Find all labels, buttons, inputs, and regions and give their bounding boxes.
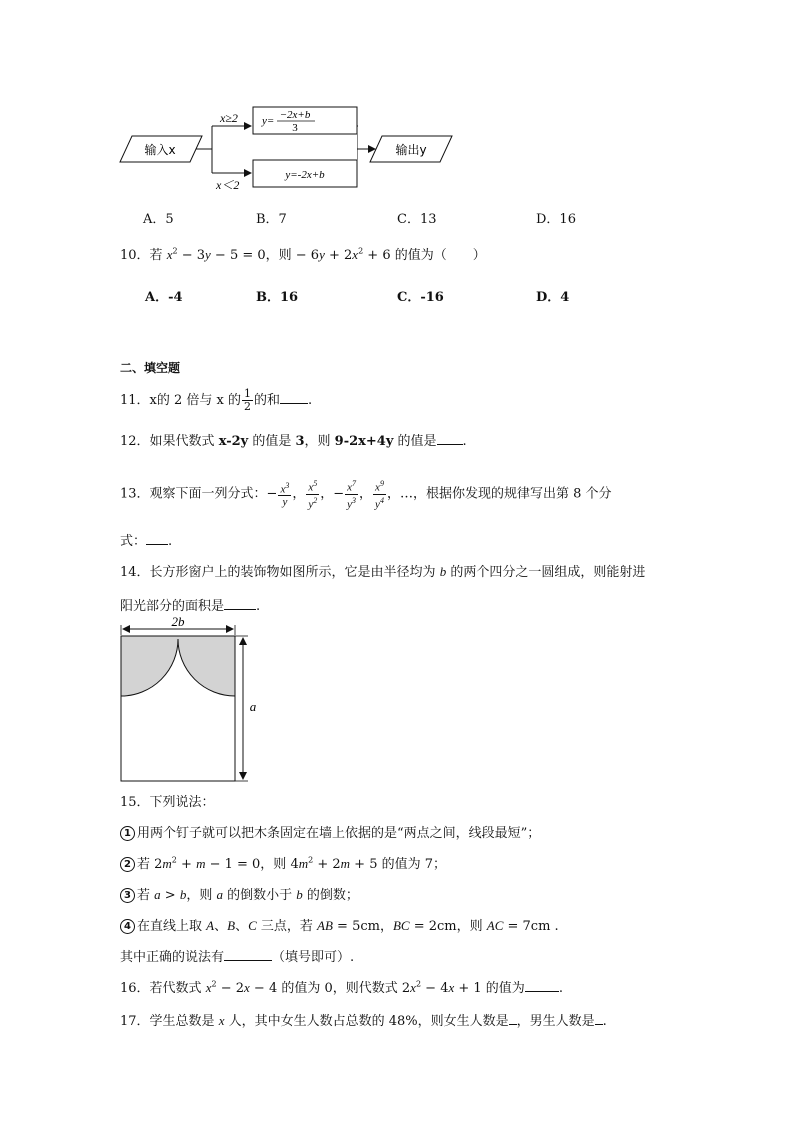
q10-option-a: A．-4 [145, 290, 183, 305]
window-figure [112, 613, 262, 785]
svg-text:−2x+b: −2x+b [279, 109, 311, 121]
output-label: 输出y [395, 143, 427, 157]
q10-option-b: B．16 [256, 290, 299, 305]
q14-line2: 阳光部分的面积是 . [120, 599, 261, 614]
box-bottom-label: y=-2x+b [285, 169, 325, 181]
q10-option-d: D．4 [536, 290, 570, 305]
q13-line2: 式： . [120, 534, 173, 549]
q15-item-3: 3 若 a > b，则 a 的倒数小于 b 的倒数； [120, 884, 359, 903]
q16: 16．若代数式 $x^2 - 2x - 4$ 的值为 0，则代数式 $2x^2 - 4x + 1$ 的值为 . [120, 979, 563, 996]
q9-option-c: C．13 [397, 212, 437, 227]
flowchart-output [357, 100, 462, 195]
q10-stem: 10．若 $x^2 - 3y - 5 = 0$，则 − $6y + 2x^2 + 6$ 的值为（ ） [120, 246, 486, 263]
svg-text:y=: y= [262, 115, 275, 127]
q10-option-c: C．-16 [397, 290, 444, 305]
q12: 12．如果代数式 x-2y 的值是 3，则 9-2x+4y 的值是 . [120, 434, 467, 449]
q9-option-d: D．16 [536, 212, 576, 227]
q15-item-2: 2 若 $2m^2 + m - 1 = 0$，则 $4m^2 + 2m + 5$ 的值为 7； [120, 853, 446, 872]
label-2b: 2b [171, 614, 185, 629]
label-a: a [249, 699, 257, 714]
q15-item-1: 1 用两个钉子就可以把木条固定在墙上依据的是“两点之间，线段最短”； [120, 822, 540, 841]
cond-top: x≥2 [220, 111, 238, 125]
svg-text:3: 3 [292, 122, 298, 134]
input-label: 输入x [144, 143, 176, 157]
q9-option-a: A．5 [143, 212, 174, 227]
cond-bottom: x＜2 [216, 178, 240, 192]
q17: 17．学生总数是 x 人，其中女生人数占总数的 48%，则女生人数是 ，男生人数是 . [120, 1013, 607, 1029]
q9-option-b: B．7 [256, 212, 287, 227]
q15-item-4: 4 在直线上取 A、B、C 三点，若 AB = 5cm，BC = 2cm，则 AC = 7cm . [120, 915, 559, 934]
q11: 11．x的 2 倍与 x 的 $\frac{1}{2}$ 的和 . [120, 387, 313, 413]
q13: 13．观察下面一列分式：− $\frac{x^3}{y}$ ， $\frac{x^5}{y^2}$ ，− $\frac{x^7}{y^3}$ ， $\frac{x^9}{y^4}$ ，…，根据你发现的规律写出第 8 个分 [120, 479, 612, 511]
flowchart-merge [357, 125, 359, 175]
q15-answer: 其中正确的说法有 （填号即可）. [120, 950, 355, 965]
section-title: 二、填空题 [120, 361, 181, 375]
q15-title: 15．下列说法： [120, 795, 215, 810]
q14-line1: 14．长方形窗户上的装饰物如图所示，它是由半径均为 b 的两个四分之一圆组成，则能射进 [120, 564, 646, 580]
